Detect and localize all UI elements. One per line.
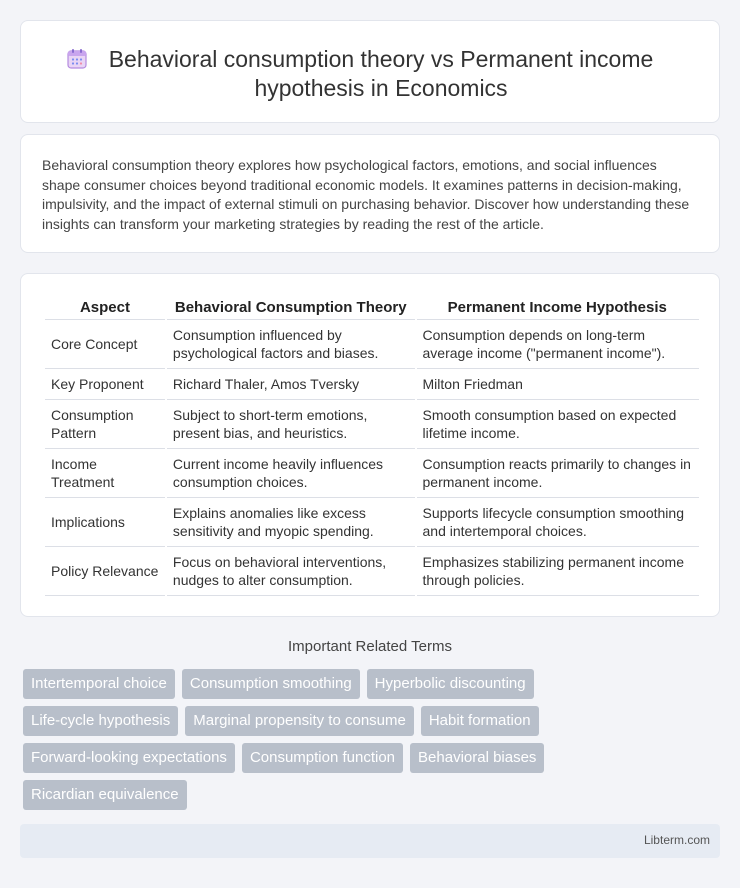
footer (20, 824, 720, 858)
table-cell-aspect: Core Concept (44, 319, 166, 368)
page-title-text: Behavioral consumption theory vs Permanent income hypothesis in Economics (108, 46, 654, 101)
table-cell: Explains anomalies like excess sensitivity and myopic spending. (166, 497, 416, 546)
tag-behavioral-biases[interactable]: Behavioral biases (410, 743, 544, 773)
table-cell: Focus on behavioral interventions, nudges to alter consumption. (166, 546, 416, 595)
table-row (44, 497, 699, 546)
header-permanent: Permanent Income Hypothesis (416, 294, 699, 319)
tag-marginal-propensity[interactable]: Marginal propensity to consume (185, 706, 414, 736)
table-cell-aspect: Consumption Pattern (44, 399, 166, 448)
tag-forward-looking[interactable]: Forward-looking expectations (23, 743, 235, 773)
tag-intertemporal-choice[interactable]: Intertemporal choice (23, 669, 175, 699)
table-row (44, 368, 699, 399)
tag-life-cycle-hypothesis[interactable]: Life-cycle hypothesis (23, 706, 178, 736)
table-row (44, 319, 699, 368)
table-cell-aspect: Policy Relevance (44, 546, 166, 595)
table-cell-aspect: Income Treatment (44, 448, 166, 497)
header-aspect: Aspect (44, 294, 166, 319)
table-row (44, 546, 699, 595)
tag-consumption-function[interactable]: Consumption function (242, 743, 403, 773)
table-cell: Subject to short-term emotions, present bias, and heuristics. (166, 399, 416, 448)
table-row (44, 399, 699, 448)
comparison-card (20, 273, 720, 617)
tag-row (23, 669, 723, 699)
header-behavioral: Behavioral Consumption Theory (166, 294, 416, 319)
tag-consumption-smoothing[interactable]: Consumption smoothing (182, 669, 360, 699)
related-terms-title: Important Related Terms (288, 638, 452, 655)
related-terms-list (23, 669, 723, 817)
table-cell-aspect: Key Proponent (44, 368, 166, 399)
table-row (44, 448, 699, 497)
tag-habit-formation[interactable]: Habit formation (421, 706, 539, 736)
table-cell: Current income heavily influences consumption choices. (166, 448, 416, 497)
table-cell: Consumption reacts primarily to changes in permanent income. (416, 448, 699, 497)
intro-paragraph: Behavioral consumption theory explores how psychological factors, emotions, and social influences shape consumer choices beyond traditional economic models. It examines patterns in decision-making, impulsivity, and the impact of external stimuli on purchasing behavior. Discover how understanding these insights can transform your marketing strategies by reading the rest of the article. (42, 157, 690, 232)
table-cell: Consumption depends on long-term average income ("permanent income"). (416, 319, 699, 368)
footer-site-link[interactable]: Libterm.com (643, 833, 710, 847)
table-cell-aspect: Implications (44, 497, 166, 546)
tag-row (23, 706, 723, 736)
table-cell: Emphasizes stabilizing permanent income through policies. (416, 546, 699, 595)
table-cell: Consumption influenced by psychological factors and biases. (166, 319, 416, 368)
table-cell: Supports lifecycle consumption smoothing and intertemporal choices. (416, 497, 699, 546)
table-cell: Richard Thaler, Amos Tversky (166, 368, 416, 399)
table-cell: Smooth consumption based on expected lifetime income. (416, 399, 699, 448)
table-cell: Milton Friedman (416, 368, 699, 399)
table-header-row (44, 294, 699, 319)
intro-card (20, 134, 720, 253)
tag-hyperbolic-discounting[interactable]: Hyperbolic discounting (367, 669, 534, 699)
title-card (20, 20, 720, 123)
comparison-table (43, 294, 699, 596)
tag-ricardian-equivalence[interactable]: Ricardian equivalence (23, 780, 187, 810)
tag-row (23, 780, 723, 810)
tag-row (23, 743, 723, 773)
page-title (21, 45, 719, 103)
